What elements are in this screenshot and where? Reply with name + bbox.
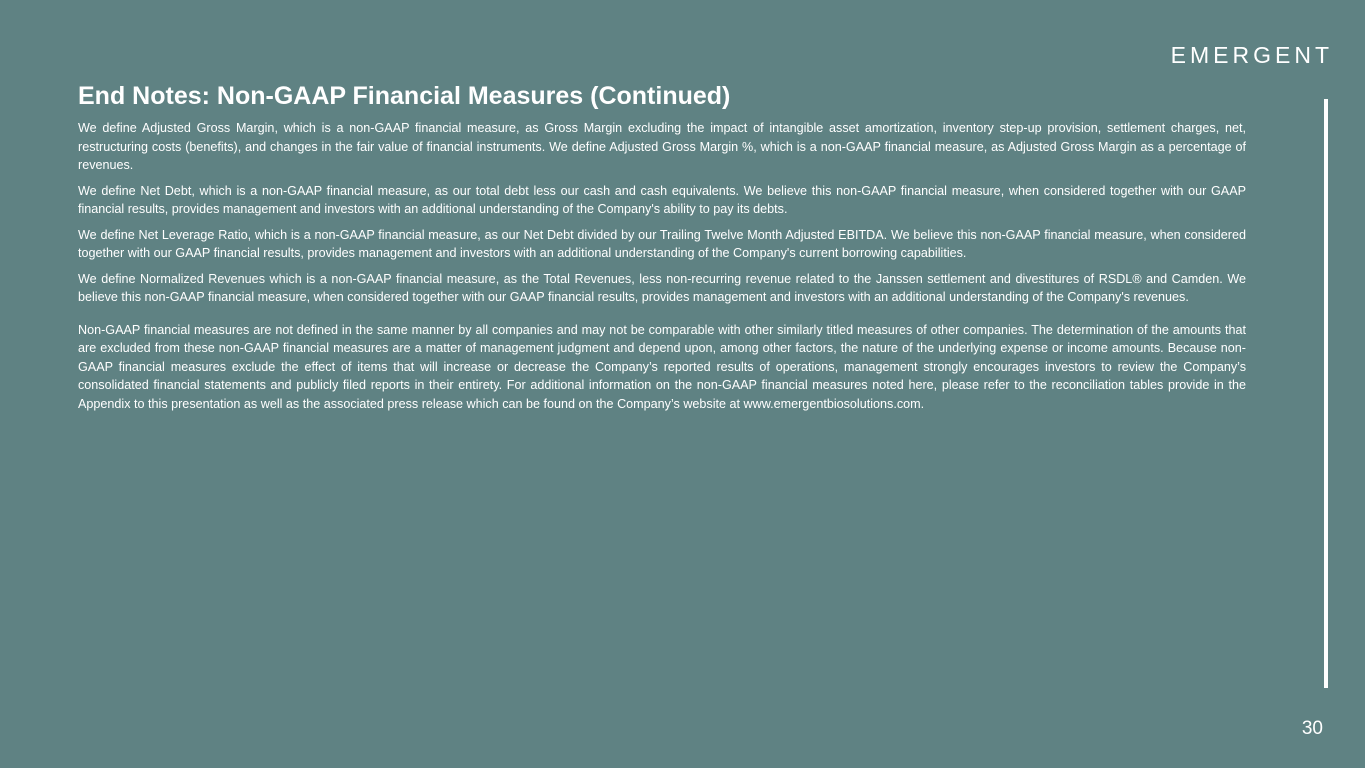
- company-logo: EMERGENT: [1170, 42, 1333, 68]
- slide-title: End Notes: Non-GAAP Financial Measures (Continued): [78, 82, 731, 110]
- paragraph-net-leverage-ratio: We define Net Leverage Ratio, which is a non-GAAP financial measure, as our Net Debt divided by our Trailing Twelve Month Adjusted EBITDA. We believe this non-GAAP financial measure, when considered together with our GAAP financial results, provides management and investors with an additional understanding of the Company's current borrowing capabilities.: [78, 227, 1246, 260]
- end-notes-body: [78, 119, 1246, 420]
- page-number: 30: [1301, 718, 1323, 739]
- paragraph-normalized-revenues: We define Normalized Revenues which is a non-GAAP financial measure, as the Total Revenues, less non-recurring revenue related to the Janssen settlement and divestitures of RSDL® and Camden. We believe this non-GAAP financial measure, when considered together with our GAAP financial results, provides management and investors with an additional understanding of the Company's revenues.: [78, 271, 1246, 304]
- vertical-divider: [1324, 99, 1328, 688]
- paragraph-adjusted-gross-margin: We define Adjusted Gross Margin, which is a non-GAAP financial measure, as Gross Margin excluding the impact of intangible asset amortization, inventory step-up provision, settlement charges, net, restructuring costs (benefits), and changes in the fair value of financial instruments. We define Adjusted Gross Margin %, which is a non-GAAP financial measure, as Adjusted Gross Margin as a percentage of revenues.: [78, 121, 1246, 172]
- paragraph-non-gaap-disclaimer: Non-GAAP financial measures are not defined in the same manner by all companies and may not be comparable with other similarly titled measures of other companies. The determination of the amounts that are excluded from these non-GAAP financial measures are a matter of management judgment and depend upon, among other factors, the nature of the underlying expense or income amounts. Because non-GAAP financial measures exclude the effect of items that will increase or decrease the Company’s reported results of operations, management strongly encourages investors to review the Company’s consolidated financial statements and publicly filed reports in their entirety. For additional information on the non-GAAP financial measures noted here, please refer to the reconciliation tables provide in the Appendix to this presentation as well as the associated press release which can be found on the Company’s website at www.emergentbiosolutions.com.: [78, 322, 1246, 411]
- paragraph-net-debt: We define Net Debt, which is a non-GAAP financial measure, as our total debt less our cash and cash equivalents. We believe this non-GAAP financial measure, when considered together with our GAAP financial results, provides management and investors with an additional understanding of the Company's ability to pay its debts.: [78, 183, 1246, 216]
